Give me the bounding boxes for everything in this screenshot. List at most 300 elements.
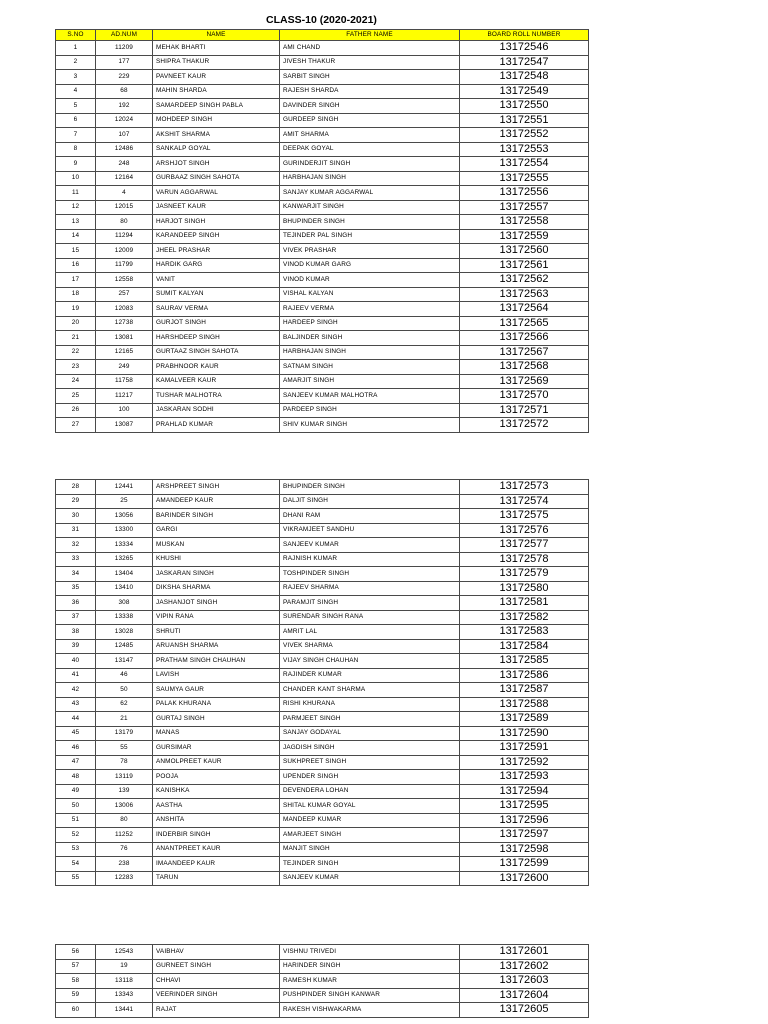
student-name-cell: MAHIN SHARDA [153, 84, 280, 99]
father-name-cell: KANWARJIT SINGH [280, 200, 460, 215]
father-name-cell: MANDEEP KUMAR [280, 813, 460, 828]
serial-number-cell: 22 [56, 345, 96, 360]
student-name-cell: DIKSHA SHARMA [153, 581, 280, 596]
admission-number-cell: 12083 [96, 302, 153, 317]
father-name-cell: AMIT SHARMA [280, 128, 460, 143]
admission-number-cell: 13300 [96, 523, 153, 538]
serial-number-cell: 45 [56, 726, 96, 741]
admission-number-cell: 13265 [96, 552, 153, 567]
serial-number-cell: 58 [56, 974, 96, 989]
table-row [56, 857, 589, 872]
board-roll-number-cell: 13172565 [460, 316, 589, 331]
student-name-cell: HARJOT SINGH [153, 215, 280, 230]
admission-number-cell: 25 [96, 494, 153, 509]
father-name-cell: TEJINDER SINGH [280, 857, 460, 872]
board-roll-number-cell: 13172558 [460, 215, 589, 230]
serial-number-cell: 8 [56, 142, 96, 157]
admission-number-cell: 13338 [96, 610, 153, 625]
student-name-cell: KAMALVEER KAUR [153, 374, 280, 389]
table-row [56, 99, 589, 114]
admission-number-cell: 50 [96, 683, 153, 698]
board-roll-number-cell: 13172580 [460, 581, 589, 596]
column-header-sno: S.NO [56, 30, 96, 41]
serial-number-cell: 39 [56, 639, 96, 654]
board-roll-number-cell: 13172576 [460, 523, 589, 538]
admission-number-cell: 13441 [96, 1003, 153, 1018]
table-row [56, 128, 589, 143]
father-name-cell: SHITAL KUMAR GOYAL [280, 799, 460, 814]
student-name-cell: PRABHNOOR KAUR [153, 360, 280, 375]
board-roll-number-cell: 13172554 [460, 157, 589, 172]
table-row [56, 186, 589, 201]
table-row [56, 523, 589, 538]
serial-number-cell: 3 [56, 70, 96, 85]
admission-number-cell: 13404 [96, 567, 153, 582]
table-row [56, 755, 589, 770]
table-row [56, 596, 589, 611]
student-name-cell: KARANDEEP SINGH [153, 229, 280, 244]
board-roll-number-cell: 13172578 [460, 552, 589, 567]
table-row [56, 639, 589, 654]
student-name-cell: ANMOLPREET KAUR [153, 755, 280, 770]
column-header-adm: AD.NUM [96, 30, 153, 41]
student-name-cell: ANSHITA [153, 813, 280, 828]
board-roll-number-cell: 13172582 [460, 610, 589, 625]
student-name-cell: VEERINDER SINGH [153, 988, 280, 1003]
board-roll-number-cell: 13172571 [460, 403, 589, 418]
serial-number-cell: 4 [56, 84, 96, 99]
table-row [56, 244, 589, 259]
board-roll-number-cell: 13172594 [460, 784, 589, 799]
board-roll-number-cell: 13172572 [460, 418, 589, 433]
student-name-cell: VAIBHAV [153, 945, 280, 960]
father-name-cell: HARBHAJAN SINGH [280, 171, 460, 186]
serial-number-cell: 14 [56, 229, 96, 244]
student-name-cell: CHHAVI [153, 974, 280, 989]
serial-number-cell: 57 [56, 959, 96, 974]
serial-number-cell: 18 [56, 287, 96, 302]
serial-number-cell: 38 [56, 625, 96, 640]
admission-number-cell: 4 [96, 186, 153, 201]
student-name-cell: GURBAAZ SINGH SAHOTA [153, 171, 280, 186]
serial-number-cell: 53 [56, 842, 96, 857]
board-roll-number-cell: 13172553 [460, 142, 589, 157]
board-roll-number-cell: 13172589 [460, 712, 589, 727]
admission-number-cell: 13343 [96, 988, 153, 1003]
father-name-cell: AMRIT LAL [280, 625, 460, 640]
board-roll-number-cell: 13172557 [460, 200, 589, 215]
table-row [56, 157, 589, 172]
student-roster-table [55, 479, 589, 886]
admission-number-cell: 100 [96, 403, 153, 418]
admission-number-cell: 13179 [96, 726, 153, 741]
student-name-cell: PALAK KHURANA [153, 697, 280, 712]
admission-number-cell: 19 [96, 959, 153, 974]
table-row [56, 552, 589, 567]
board-roll-number-cell: 13172575 [460, 509, 589, 524]
table-row [56, 842, 589, 857]
father-name-cell: SANJAY KUMAR AGGARWAL [280, 186, 460, 201]
board-roll-number-cell: 13172561 [460, 258, 589, 273]
table-row [56, 403, 589, 418]
table-row [56, 974, 589, 989]
board-roll-number-cell: 13172592 [460, 755, 589, 770]
serial-number-cell: 1 [56, 41, 96, 56]
board-roll-number-cell: 13172584 [460, 639, 589, 654]
student-name-cell: SAUMYA GAUR [153, 683, 280, 698]
board-roll-number-cell: 13172574 [460, 494, 589, 509]
father-name-cell: HARDEEP SINGH [280, 316, 460, 331]
serial-number-cell: 46 [56, 741, 96, 756]
student-name-cell: TUSHAR MALHOTRA [153, 389, 280, 404]
admission-number-cell: 308 [96, 596, 153, 611]
father-name-cell: SATNAM SINGH [280, 360, 460, 375]
admission-number-cell: 12543 [96, 945, 153, 960]
serial-number-cell: 36 [56, 596, 96, 611]
serial-number-cell: 50 [56, 799, 96, 814]
serial-number-cell: 59 [56, 988, 96, 1003]
father-name-cell: SUKHPREET SINGH [280, 755, 460, 770]
admission-number-cell: 12283 [96, 871, 153, 886]
table-row [56, 610, 589, 625]
admission-number-cell: 12558 [96, 273, 153, 288]
student-name-cell: JASHANJOT SINGH [153, 596, 280, 611]
serial-number-cell: 54 [56, 857, 96, 872]
father-name-cell: TEJINDER PAL SINGH [280, 229, 460, 244]
serial-number-cell: 7 [56, 128, 96, 143]
board-roll-number-cell: 13172600 [460, 871, 589, 886]
admission-number-cell: 13147 [96, 654, 153, 669]
table-row [56, 1003, 589, 1018]
board-roll-number-cell: 13172603 [460, 974, 589, 989]
serial-number-cell: 28 [56, 480, 96, 495]
serial-number-cell: 29 [56, 494, 96, 509]
student-name-cell: ARSHJOT SINGH [153, 157, 280, 172]
student-name-cell: MUSKAN [153, 538, 280, 553]
serial-number-cell: 40 [56, 654, 96, 669]
board-roll-number-cell: 13172605 [460, 1003, 589, 1018]
serial-number-cell: 60 [56, 1003, 96, 1018]
serial-number-cell: 30 [56, 509, 96, 524]
admission-number-cell: 192 [96, 99, 153, 114]
serial-number-cell: 49 [56, 784, 96, 799]
father-name-cell: SANJEEV KUMAR MALHOTRA [280, 389, 460, 404]
board-roll-number-cell: 13172579 [460, 567, 589, 582]
board-roll-number-cell: 13172598 [460, 842, 589, 857]
table-row [56, 741, 589, 756]
board-roll-number-cell: 13172601 [460, 945, 589, 960]
father-name-cell: HARBHAJAN SINGH [280, 345, 460, 360]
board-roll-number-cell: 13172560 [460, 244, 589, 259]
admission-number-cell: 76 [96, 842, 153, 857]
father-name-cell: AMARJEET SINGH [280, 828, 460, 843]
father-name-cell: RAJINDER KUMAR [280, 668, 460, 683]
table-row [56, 871, 589, 886]
serial-number-cell: 48 [56, 770, 96, 785]
board-roll-number-cell: 13172567 [460, 345, 589, 360]
board-roll-number-cell: 13172555 [460, 171, 589, 186]
student-name-cell: VARUN AGGARWAL [153, 186, 280, 201]
admission-number-cell: 12015 [96, 200, 153, 215]
board-roll-number-cell: 13172591 [460, 741, 589, 756]
table-row [56, 668, 589, 683]
admission-number-cell: 12738 [96, 316, 153, 331]
serial-number-cell: 43 [56, 697, 96, 712]
serial-number-cell: 25 [56, 389, 96, 404]
father-name-cell: RAJNISH KUMAR [280, 552, 460, 567]
table-row [56, 55, 589, 70]
board-roll-number-cell: 13172566 [460, 331, 589, 346]
table-row [56, 84, 589, 99]
student-name-cell: PRAHLAD KUMAR [153, 418, 280, 433]
board-roll-number-cell: 13172570 [460, 389, 589, 404]
student-name-cell: AMANDEEP KAUR [153, 494, 280, 509]
admission-number-cell: 13119 [96, 770, 153, 785]
board-roll-number-cell: 13172581 [460, 596, 589, 611]
serial-number-cell: 55 [56, 871, 96, 886]
serial-number-cell: 37 [56, 610, 96, 625]
admission-number-cell: 238 [96, 857, 153, 872]
father-name-cell: RAMESH KUMAR [280, 974, 460, 989]
father-name-cell: JIVESH THAKUR [280, 55, 460, 70]
admission-number-cell: 249 [96, 360, 153, 375]
board-roll-number-cell: 13172593 [460, 770, 589, 785]
table-row [56, 215, 589, 230]
student-name-cell: AASTHA [153, 799, 280, 814]
admission-number-cell: 21 [96, 712, 153, 727]
column-header-father: FATHER NAME [280, 30, 460, 41]
father-name-cell: GURDEEP SINGH [280, 113, 460, 128]
table-row [56, 418, 589, 433]
father-name-cell: BALJINDER SINGH [280, 331, 460, 346]
student-name-cell: INDERBIR SINGH [153, 828, 280, 843]
serial-number-cell: 21 [56, 331, 96, 346]
board-roll-number-cell: 13172550 [460, 99, 589, 114]
board-roll-number-cell: 13172559 [460, 229, 589, 244]
table-row [56, 581, 589, 596]
board-roll-number-cell: 13172595 [460, 799, 589, 814]
admission-number-cell: 13410 [96, 581, 153, 596]
student-name-cell: SAURAV VERMA [153, 302, 280, 317]
table-header-row [56, 30, 589, 41]
father-name-cell: RISHI KHURANA [280, 697, 460, 712]
father-name-cell: BHUPINDER SINGH [280, 215, 460, 230]
father-name-cell: DAVINDER SINGH [280, 99, 460, 114]
father-name-cell: AMARJIT SINGH [280, 374, 460, 389]
father-name-cell: SANJEEV KUMAR [280, 538, 460, 553]
admission-number-cell: 62 [96, 697, 153, 712]
student-name-cell: JASNEET KAUR [153, 200, 280, 215]
table-row [56, 331, 589, 346]
board-roll-number-cell: 13172569 [460, 374, 589, 389]
student-name-cell: JHEEL PRASHAR [153, 244, 280, 259]
student-name-cell: GURTAAZ SINGH SAHOTA [153, 345, 280, 360]
student-name-cell: GURNEET SINGH [153, 959, 280, 974]
father-name-cell: DHANI RAM [280, 509, 460, 524]
table-row [56, 229, 589, 244]
serial-number-cell: 35 [56, 581, 96, 596]
table-row [56, 200, 589, 215]
admission-number-cell: 13087 [96, 418, 153, 433]
serial-number-cell: 34 [56, 567, 96, 582]
father-name-cell: VISHNU TRIVEDI [280, 945, 460, 960]
table-row [56, 625, 589, 640]
father-name-cell: RAJEEV SHARMA [280, 581, 460, 596]
admission-number-cell: 12164 [96, 171, 153, 186]
student-name-cell: GURSIMAR [153, 741, 280, 756]
board-roll-number-cell: 13172599 [460, 857, 589, 872]
admission-number-cell: 68 [96, 84, 153, 99]
student-name-cell: SHRUTI [153, 625, 280, 640]
student-name-cell: IMAANDEEP KAUR [153, 857, 280, 872]
student-name-cell: HARDIK GARG [153, 258, 280, 273]
student-name-cell: PAVNEET KAUR [153, 70, 280, 85]
student-roster-table [55, 29, 589, 433]
father-name-cell: RAKESH VISHWAKARMA [280, 1003, 460, 1018]
father-name-cell: SARBIT SINGH [280, 70, 460, 85]
table-row [56, 41, 589, 56]
board-roll-number-cell: 13172596 [460, 813, 589, 828]
serial-number-cell: 15 [56, 244, 96, 259]
table-row [56, 316, 589, 331]
father-name-cell: VISHAL KALYAN [280, 287, 460, 302]
admission-number-cell: 13118 [96, 974, 153, 989]
table-row [56, 945, 589, 960]
table-row [56, 480, 589, 495]
student-name-cell: HARSHDEEP SINGH [153, 331, 280, 346]
table-row [56, 959, 589, 974]
admission-number-cell: 12485 [96, 639, 153, 654]
table-row [56, 567, 589, 582]
admission-number-cell: 107 [96, 128, 153, 143]
student-name-cell: RAJAT [153, 1003, 280, 1018]
father-name-cell: GURINDERJIT SINGH [280, 157, 460, 172]
serial-number-cell: 5 [56, 99, 96, 114]
board-roll-number-cell: 13172562 [460, 273, 589, 288]
student-name-cell: AKSHIT SHARMA [153, 128, 280, 143]
father-name-cell: PARMJEET SINGH [280, 712, 460, 727]
table-row [56, 142, 589, 157]
board-roll-number-cell: 13172590 [460, 726, 589, 741]
serial-number-cell: 24 [56, 374, 96, 389]
father-name-cell: VINOD KUMAR GARG [280, 258, 460, 273]
student-name-cell: PRATHAM SINGH CHAUHAN [153, 654, 280, 669]
admission-number-cell: 12009 [96, 244, 153, 259]
board-roll-number-cell: 13172597 [460, 828, 589, 843]
admission-number-cell: 55 [96, 741, 153, 756]
serial-number-cell: 32 [56, 538, 96, 553]
serial-number-cell: 16 [56, 258, 96, 273]
serial-number-cell: 33 [56, 552, 96, 567]
board-roll-number-cell: 13172577 [460, 538, 589, 553]
board-roll-number-cell: 13172583 [460, 625, 589, 640]
student-name-cell: BARINDER SINGH [153, 509, 280, 524]
board-roll-number-cell: 13172551 [460, 113, 589, 128]
admission-number-cell: 11799 [96, 258, 153, 273]
student-name-cell: SAMARDEEP SINGH PABLA [153, 99, 280, 114]
admission-number-cell: 11758 [96, 374, 153, 389]
table-row [56, 784, 589, 799]
admission-number-cell: 11294 [96, 229, 153, 244]
student-name-cell: JASKARAN SODHI [153, 403, 280, 418]
board-roll-number-cell: 13172602 [460, 959, 589, 974]
admission-number-cell: 78 [96, 755, 153, 770]
student-name-cell: JASKARAN SINGH [153, 567, 280, 582]
father-name-cell: PARAMJIT SINGH [280, 596, 460, 611]
student-name-cell: ANANTPREET KAUR [153, 842, 280, 857]
student-name-cell: MOHDEEP SINGH [153, 113, 280, 128]
serial-number-cell: 11 [56, 186, 96, 201]
student-roster-table [55, 944, 589, 1018]
admission-number-cell: 248 [96, 157, 153, 172]
father-name-cell: RAJEEV VERMA [280, 302, 460, 317]
father-name-cell: HARINDER SINGH [280, 959, 460, 974]
father-name-cell: UPENDER SINGH [280, 770, 460, 785]
table-row [56, 683, 589, 698]
father-name-cell: VINOD KUMAR [280, 273, 460, 288]
table-row [56, 988, 589, 1003]
father-name-cell: RAJESH SHARDA [280, 84, 460, 99]
table-row [56, 770, 589, 785]
admission-number-cell: 177 [96, 55, 153, 70]
board-roll-number-cell: 13172549 [460, 84, 589, 99]
table-row [56, 799, 589, 814]
table-row [56, 360, 589, 375]
board-roll-number-cell: 13172564 [460, 302, 589, 317]
board-roll-number-cell: 13172587 [460, 683, 589, 698]
serial-number-cell: 42 [56, 683, 96, 698]
father-name-cell: DALJIT SINGH [280, 494, 460, 509]
admission-number-cell: 229 [96, 70, 153, 85]
student-name-cell: MANAS [153, 726, 280, 741]
student-name-cell: SHIPRA THAKUR [153, 55, 280, 70]
table-row [56, 113, 589, 128]
student-name-cell: ARUANSH SHARMA [153, 639, 280, 654]
student-name-cell: SUMIT KALYAN [153, 287, 280, 302]
admission-number-cell: 13081 [96, 331, 153, 346]
admission-number-cell: 139 [96, 784, 153, 799]
board-roll-number-cell: 13172552 [460, 128, 589, 143]
admission-number-cell: 46 [96, 668, 153, 683]
serial-number-cell: 23 [56, 360, 96, 375]
board-roll-number-cell: 13172604 [460, 988, 589, 1003]
serial-number-cell: 31 [56, 523, 96, 538]
admission-number-cell: 12024 [96, 113, 153, 128]
student-name-cell: KHUSHI [153, 552, 280, 567]
serial-number-cell: 10 [56, 171, 96, 186]
table-row [56, 273, 589, 288]
student-name-cell: GARGI [153, 523, 280, 538]
serial-number-cell: 51 [56, 813, 96, 828]
father-name-cell: MANJIT SINGH [280, 842, 460, 857]
admission-number-cell: 13006 [96, 799, 153, 814]
table-row [56, 345, 589, 360]
table-row [56, 389, 589, 404]
student-name-cell: LAVISH [153, 668, 280, 683]
table-row [56, 813, 589, 828]
board-roll-number-cell: 13172546 [460, 41, 589, 56]
board-roll-number-cell: 13172568 [460, 360, 589, 375]
father-name-cell: TOSHPINDER SINGH [280, 567, 460, 582]
board-roll-number-cell: 13172588 [460, 697, 589, 712]
father-name-cell: SURENDAR SINGH RANA [280, 610, 460, 625]
board-roll-number-cell: 13172585 [460, 654, 589, 669]
father-name-cell: JAGDISH SINGH [280, 741, 460, 756]
student-name-cell: GURJOT SINGH [153, 316, 280, 331]
table-row [56, 302, 589, 317]
serial-number-cell: 6 [56, 113, 96, 128]
father-name-cell: AMI CHAND [280, 41, 460, 56]
